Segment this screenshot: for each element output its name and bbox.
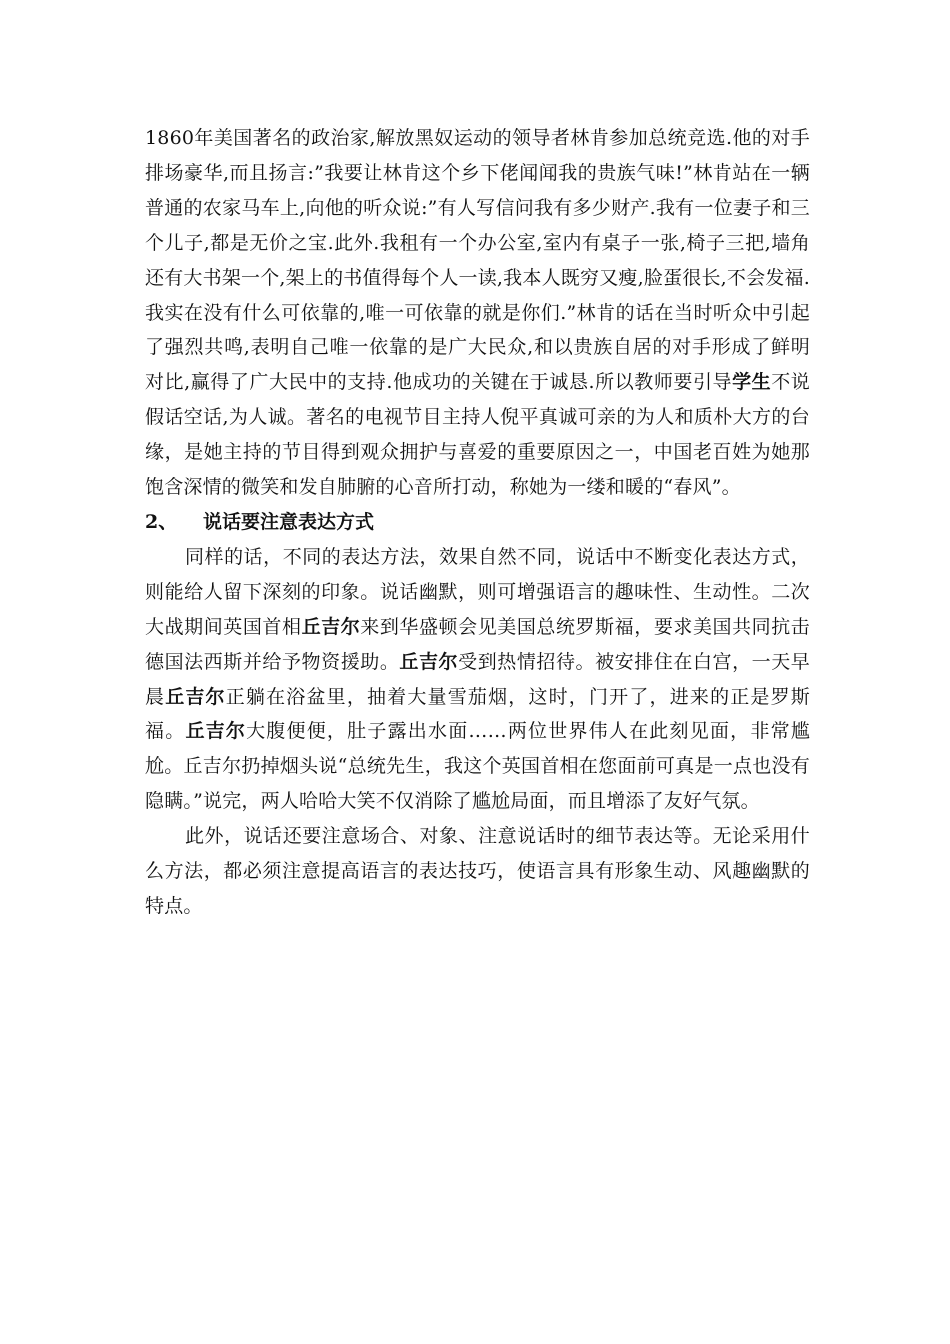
section-number: 2、 [145,510,178,533]
paragraph-text: 受到热情招待。被安排住在白宫，一天早晨 [145,650,810,708]
paragraph-text: 来到华盛顿会见美国总统罗斯福，要求美国共同抗击德国法西斯并给予物资援助。 [145,615,810,673]
paragraph-text: 不说假话空话,为人诚。著名的电视节目主持人倪平真诚可亲的为人和质朴大方的台缘，是她主持的节目得到观众拥护与喜爱的重要原因之一，中国老百姓为她那饱含深情的微笑和发自肺腑的心音所打动，称她为一缕和暖的“春风”。 [145,371,810,499]
section-title: 说话要注意表达方式 [203,510,375,533]
paragraph-text: 大腹便便，肚子露出水面……两位世界伟人在此刻见面，非常尴尬。丘吉尔扔掉烟头说“总统先生，我这个英国首相在您面前可真是一点也没有隐瞒。”说完，两人哈哈大笑不仅消除了尴尬局面，而且增添了友好气氛。 [145,720,810,813]
paragraph-conclusion: 此外，说话还要注意场合、对象、注意说话时的细节表达等。无论采用什么方法，都必须注意提高语言的表达技巧，使语言具有形象生动、风趣幽默的特点。 [145,825,810,917]
bold-term-churchill: 丘吉尔 [165,685,226,708]
bold-term-churchill: 丘吉尔 [301,615,361,638]
bold-term-churchill: 丘吉尔 [185,720,247,743]
paragraph-churchill-story [145,540,810,819]
paragraph-text: 正躺在浴盆里，抽着大量雪茄烟，这时，门开了，进来的正是罗斯福。 [145,685,810,743]
document-body [145,121,810,924]
paragraph-text: 1860年美国著名的政治家,解放黑奴运动的领导者林肯参加总统竞选.他的对手排场豪华,而且扬言:”我要让林肯这个乡下佬闻闻我的贵族气味!”林肯站在一辆普通的农家马车上,向他的听众说:”有人写信问我有多少财产.我有一位妻子和三个儿子,都是无价之宝.此外.我租有一个办公室,室内有桌子一张,椅子三把,墙角还有大书架一个,架上的书值得每个人一读,我本人既穷又瘦,脸蛋很长,不会发福.我实在没有什么可依靠的,唯一可依靠的就是你们.”林肯的话在当时听众中引起了强烈共鸣,表明自己唯一依靠的是广大民众,和以贵族自居的对手形成了鲜明对比,赢得了广大民中的支持.他成功的关键在于诚恳.所以教师要引导 [145,127,810,394]
paragraph-text: 同样的话，不同的表达方法，效果自然不同，说话中不断变化表达方式，则能给人留下深刻的印象。说话幽默，则可增强语言的趣味性、生动性。二次大战期间英国首相 [145,545,810,638]
bold-term-churchill: 丘吉尔 [399,650,459,673]
section-heading [145,505,810,540]
bold-term-student: 学生 [732,371,772,394]
paragraph-lincoln-story [145,121,810,505]
